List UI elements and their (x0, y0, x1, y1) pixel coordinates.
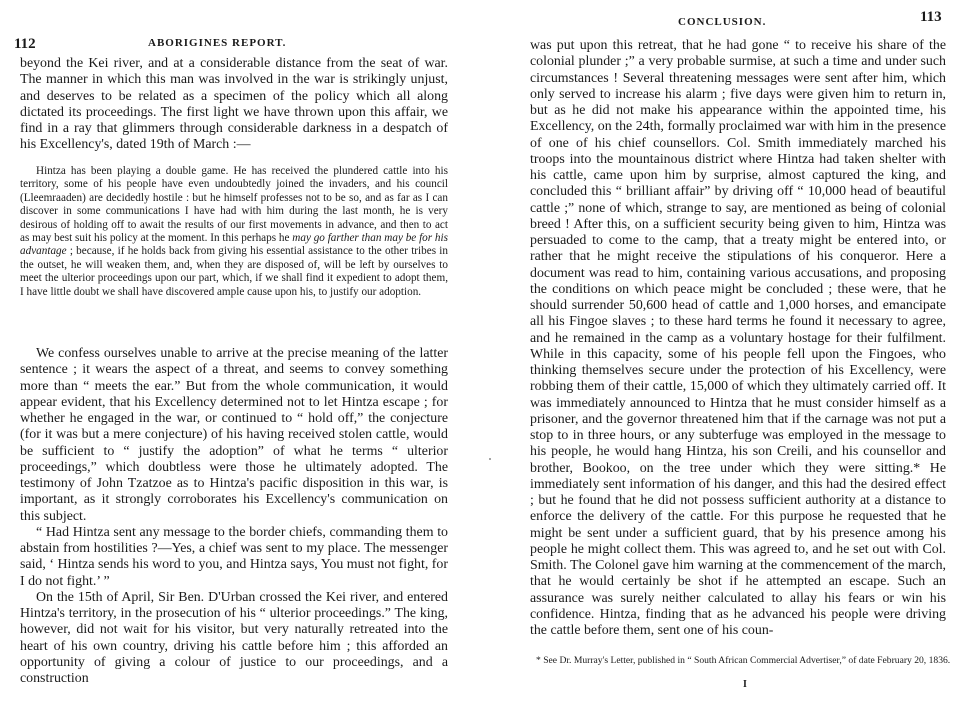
page-number: 113 (920, 9, 942, 25)
right-page (490, 0, 980, 701)
signature-mark: I (743, 679, 747, 690)
running-head: ABORIGINES REPORT. (148, 37, 287, 49)
quote-text (20, 165, 448, 299)
paragraph (20, 56, 448, 154)
paragraph-block (20, 346, 448, 687)
quote-part: Hintza has been playing a double game. He has received the plundered cattle into his territory, some of his people have even undoubtedly joined the invaders, and his council (Lleemraaden) are decidedly hostile : but he himself professes not to be so, and as far as I can discover in some communications I have had with him during the last month, he is very desirous of holding off to await the results of our first movements in advance, and then to act as may best suit his policy at the moment. In this perhaps he (20, 165, 448, 245)
paragraph (530, 38, 946, 639)
footnote: * See Dr. Murray's Letter, published in “ South African Commercial Advertiser,” of date February 20, 1836. (536, 655, 951, 666)
paragraph-text: On the 15th of April, Sir Ben. D'Urban crossed the Kei river, and entered Hintza's territory, in the prosecution of his “ ulterior proceedings.” The king, however, did not wait for his visitor, but very naturally retreated into the heart of his own country, driving his cattle before him ; this afforded an opportunity of giving a colour of justice to our proceedings, and a construction (20, 589, 448, 686)
running-head: CONCLUSION. (678, 16, 767, 28)
paragraph-text: beyond the Kei river, and at a considerable distance from the seat of war. The manner in which this man was involved in the war is strikingly unjust, and deserves to be related as a specimen of the policy which all along dictated its proceedings. The first light we have thrown upon this affair, we find in a ray that glimmers through considerable darkness in a despatch of his Excellency's, dated 19th of March :— (20, 56, 448, 153)
left-page (0, 0, 470, 701)
page-number: 112 (14, 36, 36, 52)
paragraph-text: “ Had Hintza sent any message to the border chiefs, commanding them to abstain from hostilities ?—Yes, a chief was sent to my place. The messenger said, ‘ Hintza sends his word to you, and Hintza says, You must not fight, for I do not fight.’ ” (20, 524, 448, 589)
quote-part: ; because, if he holds back from giving his essential assistance to the other tribes in the outset, he will weaken them, and, when they are disposed of, will be left by ourselves to meet the ulterior proceedings upon our part, which, if we shall find it expedient to adopt them, I have little doubt we shall have discovered ample cause upon his, to justify our adoption. (20, 245, 448, 298)
paragraph-text: We confess ourselves unable to arrive at the precise meaning of the latter sentence ; it wears the aspect of a threat, and seems to convey something more than “ meets the ear.” But from the whole communication, it would appear evident, that his Excellency determined not to let Hintza escape ; for whether he engaged in the war, or continued to “ hold off,” the conjecture (for it was but a mere conjecture) of his having received stolen cattle, would be sufficient to “ justify the adoption” of what he terms “ ulterior proceedings,” which doubtless were those he ultimately adopted. The testimony of John Tzatzoe as to Hintza's pacific disposition in this war, is important, as it strongly corroborates his Excellency's communication on this subject. (20, 346, 448, 524)
quoted-despatch (20, 165, 448, 299)
quote-italic: may go farther than may be for his advantage (20, 232, 448, 258)
paragraph-text: was put upon this retreat, that he had gone “ to receive his share of the colonial plunder ;” a very probable surmise, at such a time and under such circumstances ! Several threatening messages were sent after him, which only served to increase his alarm ; five days were given him to return in, but as he did not make his appearance within the appointed time, his Excellency, on the 24th, formally proclaimed war with him in the presence of one of his chief counsellors. Col. Smith immediately marched his troops into the mountainous district where Hintza had taken shelter with his cattle, came upon him by surprise, almost captured the king, and concluded this “ brilliant affair” by driving off “ 10,000 head of beautiful cattle ;” none of which, strange to say, are mentioned as being of colonial breed ! After this, on a sufficient security being given to him, Hintza was persuaded to come to the camp, that a treaty might be entered into, or rather that he might receive the stipulations of his conqueror. Here a document was read to him, containing various accusations, and proposing the conditions on which peace might be concluded ; these were, that he should surrender 50,600 head of cattle and 1,000 horses, and emancipate all his Fingoe slaves ; to these hard terms he found it necessary to agree, and he remained in the camp as a voluntary hostage for their fulfilment. While in this capacity, some of his people fell upon the Fingoes, who thinking themselves secure under the protection of his Excellency, were robbing them of their cattle, 15,000 of which they ultimately carried off. It was immediately announced to Hintza that he must consider himself as a prisoner, and the governor threatened him that if the carnage was not put a stop to in three hours, or any subterfuge was employed in the message to his people, he would hang Hintza, his son Creili, and his counsellor and brother, Bookoo, on the tree under which they were sitting.* He immediately sent information of his danger, and this had the desired effect ; but he found that he did not possess sufficient authority at a distance to enforce the delivery of the cattle. For this purpose he requested that he might be sent under a sufficient guard, that by his presence among his people he might collect them. This was agreed to, and he set out with Col. Smith. The Colonel gave him warning at the commencement of the march, that he would certainly be shot if he attempted an escape. Such an assurance was surely neither calculated to allay his fears or win his confidence. Hintza, finding that as he advanced his people were driving the cattle before them, sent one of his coun- (530, 38, 946, 638)
